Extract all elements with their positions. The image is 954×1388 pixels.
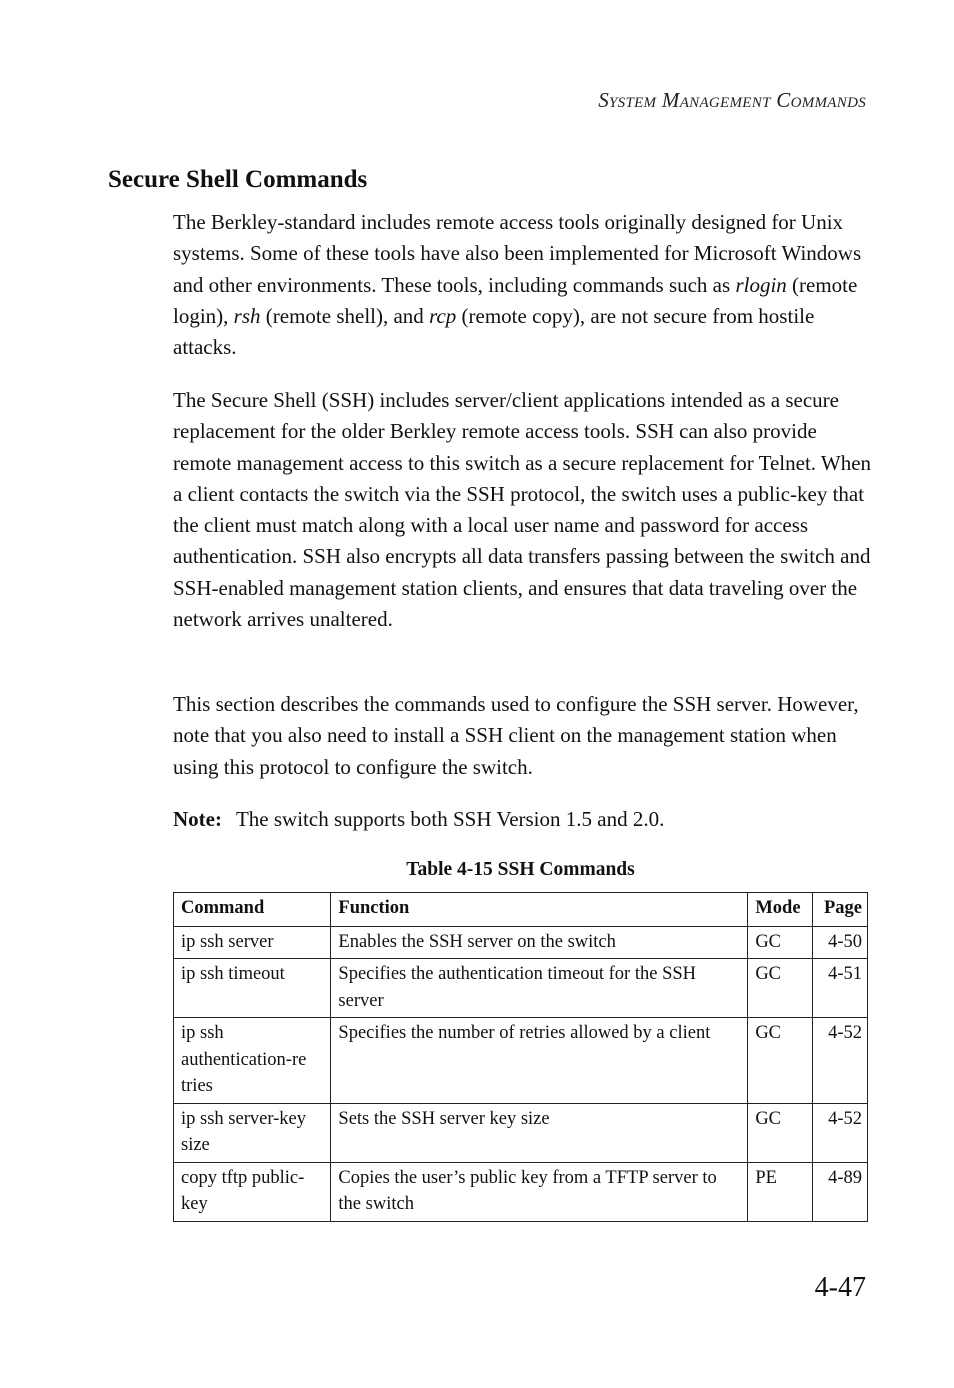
paragraph-text: This section describes the commands used to configure the SSH server. However, note that you also need to install a SSH client on the management station when using this protocol to configure the switch. bbox=[173, 692, 859, 779]
function-cell: Copies the user’s public key from a TFTP server to the switch bbox=[331, 1162, 748, 1221]
table-row bbox=[174, 1018, 868, 1104]
page-cell: 4-50 bbox=[812, 926, 867, 959]
column-header-page: Page bbox=[812, 893, 867, 927]
paragraph-text: (remote login), bbox=[173, 272, 858, 328]
table-row bbox=[174, 1162, 868, 1221]
section-title: Secure Shell Commands bbox=[108, 166, 368, 193]
page-cell: 4-89 bbox=[812, 1162, 867, 1221]
page-cell: 4-52 bbox=[812, 1103, 867, 1162]
mode-cell: GC bbox=[748, 1018, 812, 1104]
function-cell: Specifies the authentication timeout for the SSH server bbox=[331, 959, 748, 1018]
note bbox=[173, 804, 664, 835]
function-cell: Enables the SSH server on the switch bbox=[331, 926, 748, 959]
mode-cell: GC bbox=[748, 959, 812, 1018]
term-rlogin: rlogin bbox=[735, 272, 787, 297]
page-cell: 4-52 bbox=[812, 1018, 867, 1104]
command-cell: ip ssh server bbox=[174, 926, 331, 959]
command-cell: ip ssh authentication-re tries bbox=[174, 1018, 331, 1104]
mode-cell: GC bbox=[748, 926, 812, 959]
term-rcp: rcp bbox=[429, 303, 457, 328]
intro-paragraph bbox=[173, 207, 873, 363]
command-cell: ip ssh timeout bbox=[174, 959, 331, 1018]
command-cell: copy tftp public-key bbox=[174, 1162, 331, 1221]
mode-cell: GC bbox=[748, 1103, 812, 1162]
table-row bbox=[174, 1103, 868, 1162]
page-number: 4-47 bbox=[814, 1272, 866, 1303]
command-cell: ip ssh server-key size bbox=[174, 1103, 331, 1162]
paragraph-text: The Berkley-standard includes remote access tools originally designed for Unix systems. Some of these tools have also been implemented for Microsoft Windows and other environments. These tools, including commands such as bbox=[173, 210, 862, 297]
ssh-description-paragraph bbox=[173, 385, 873, 635]
column-header-function: Function bbox=[331, 893, 748, 927]
function-cell: Specifies the number of retries allowed by a client bbox=[331, 1018, 748, 1104]
table-row bbox=[174, 926, 868, 959]
page-cell: 4-51 bbox=[812, 959, 867, 1018]
ssh-commands-table bbox=[173, 892, 868, 1222]
table-header-row bbox=[174, 893, 868, 927]
note-label: Note: bbox=[173, 807, 222, 831]
paragraph-text: (remote shell), and bbox=[260, 303, 430, 328]
section-description-paragraph bbox=[173, 689, 873, 783]
running-header: System Management Commands bbox=[598, 88, 866, 112]
table-caption: Table 4-15 SSH Commands bbox=[406, 859, 635, 880]
term-rsh: rsh bbox=[233, 303, 261, 328]
paragraph-text: The Secure Shell (SSH) includes server/client applications intended as a secure replacement for the older Berkley remote access tools. SSH can also provide remote management access to this switch as a secure replacement for Telnet. When a client contacts the switch via the SSH protocol, the switch uses a public-key that the client must match along with a local user name and password for access authentication. SSH also encrypts all data transfers passing between the switch and SSH-enabled management station clients, and ensures that data traveling over the network arrives unaltered. bbox=[173, 388, 872, 632]
table-row bbox=[174, 959, 868, 1018]
column-header-command: Command bbox=[174, 893, 331, 927]
mode-cell: PE bbox=[748, 1162, 812, 1221]
column-header-mode: Mode bbox=[748, 893, 812, 927]
note-text: The switch supports both SSH Version 1.5 and 2.0. bbox=[235, 807, 665, 831]
paragraph-text: (remote copy), are not secure from hostile attacks. bbox=[173, 303, 815, 360]
function-cell: Sets the SSH server key size bbox=[331, 1103, 748, 1162]
